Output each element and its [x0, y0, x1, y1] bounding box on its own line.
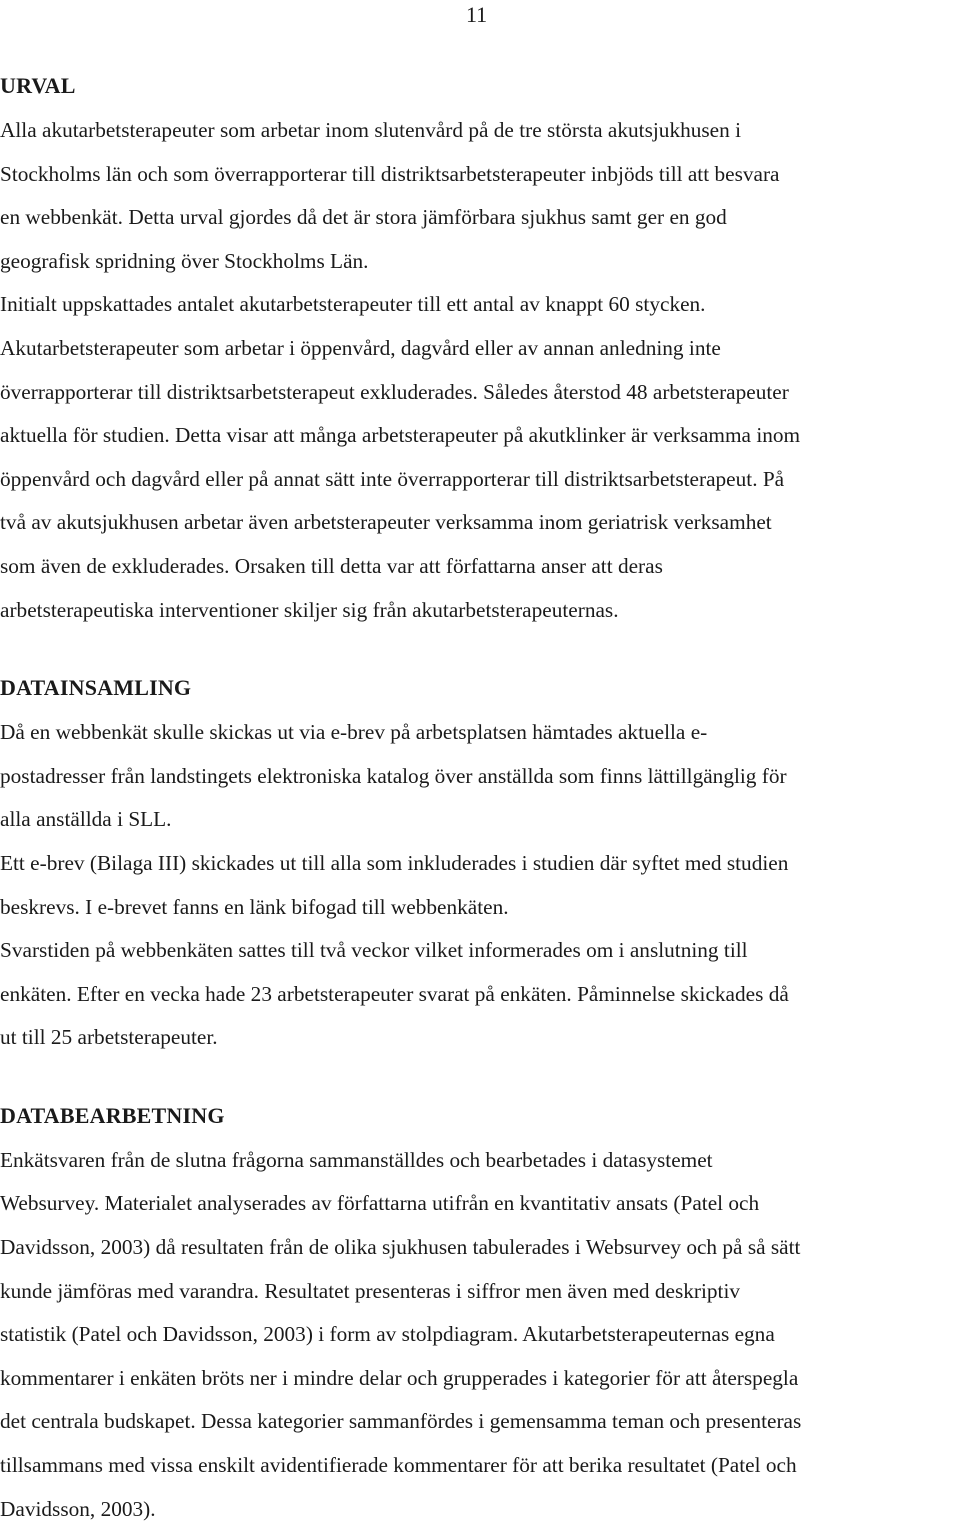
text-line: Stockholms län och som överrapporterar till distriktsarbetsterapeuter inbjöds till att besvara	[0, 161, 780, 186]
text-line: ut till 25 arbetsterapeuter.	[0, 1025, 218, 1050]
text-line: en webbenkät. Detta urval gjordes då det är stora jämförbara sjukhus samt ger en god	[0, 205, 727, 230]
text-line: Davidsson, 2003).	[0, 1496, 156, 1521]
page-number: 11	[466, 2, 488, 27]
text-line: geografisk spridning över Stockholms Län.	[0, 248, 369, 273]
text-line: överrapporterar till distriktsarbetsterapeut exkluderades. Således återstod 48 arbetsterapeuter	[0, 379, 789, 404]
text-line: enkäten. Efter en vecka hade 23 arbetsterapeuter svarat på enkäten. Påminnelse skickades då	[0, 981, 789, 1006]
text-line: Enkätsvaren från de slutna frågorna sammanställdes och bearbetades i datasystemet	[0, 1147, 713, 1172]
text-line: två av akutsjukhusen arbetar även arbetsterapeuter verksamma inom geriatrisk verksamhet	[0, 510, 772, 535]
section-urval	[0, 70, 960, 632]
text-line: postadresser från landstingets elektroniska katalog över anställda som finns lättillgänglig för	[0, 763, 787, 788]
text-line: Websurvey. Materialet analyserades av författarna utifrån en kvantitativ ansats (Patel och	[0, 1191, 760, 1216]
text-line: kommentarer i enkäten bröts ner i mindre delar och grupperades i kategorier för att återspegla	[0, 1365, 799, 1390]
section-spacer	[0, 1060, 960, 1100]
section-paragraph	[0, 109, 960, 632]
text-line: som även de exkluderades. Orsaken till detta var att författarna anser att deras	[0, 553, 663, 578]
text-line: Davidsson, 2003) då resultaten från de olika sjukhusen tabulerades i Websurvey och på så sätt	[0, 1235, 801, 1260]
text-line: Alla akutarbetsterapeuter som arbetar inom slutenvård på de tre största akutsjukhusen i	[0, 118, 742, 142]
text-line: alla anställda i SLL.	[0, 807, 172, 832]
text-line: Akutarbetsterapeuter som arbetar i öppenvård, dagvård eller av annan anledning inte	[0, 335, 721, 360]
text-line: statistik (Patel och Davidsson, 2003) i form av stolpdiagram. Akutarbetsterapeuternas egna	[0, 1322, 775, 1347]
section-paragraph	[0, 1139, 960, 1531]
section-paragraph	[0, 711, 960, 1060]
text-line: kunde jämföras med varandra. Resultatet presenteras i siffror men även med deskriptiv	[0, 1278, 741, 1303]
section-databearbetning	[0, 1100, 960, 1531]
text-line: beskrevs. I e-brevet fanns en länk bifogad till webbenkäten.	[0, 894, 509, 919]
section-heading: DATAINSAMLING	[0, 675, 192, 701]
section-heading: DATABEARBETNING	[0, 1102, 225, 1128]
section-datainsamling	[0, 672, 960, 1060]
document-body	[0, 70, 960, 1531]
text-line: Initialt uppskattades antalet akutarbetsterapeuter till ett antal av knappt 60 stycken.	[0, 292, 706, 317]
text-line: arbetsterapeutiska interventioner skiljer sig från akutarbetsterapeuternas.	[0, 597, 619, 622]
text-line: det centrala budskapet. Dessa kategorier sammanfördes i gemensamma teman och presenteras	[0, 1409, 802, 1434]
text-line: Då en webbenkät skulle skickas ut via e-brev på arbetsplatsen hämtades aktuella e-	[0, 720, 708, 745]
text-line: öppenvård och dagvård eller på annat sätt inte överrapporterar till distriktsarbetsterapeut. På	[0, 466, 785, 491]
section-spacer	[0, 632, 960, 672]
text-line: Svarstiden på webbenkäten sattes till två veckor vilket informerades om i anslutning till	[0, 938, 748, 963]
section-heading: URVAL	[0, 73, 76, 98]
text-line: Ett e-brev (Bilaga III) skickades ut till alla som inkluderades i studien där syftet med studien	[0, 850, 789, 875]
text-line: tillsammans med vissa enskilt avidentifierade kommentarer för att berika resultatet (Patel och	[0, 1453, 797, 1478]
text-line: aktuella för studien. Detta visar att många arbetsterapeuter på akutklinker är verksamma inom	[0, 423, 801, 448]
